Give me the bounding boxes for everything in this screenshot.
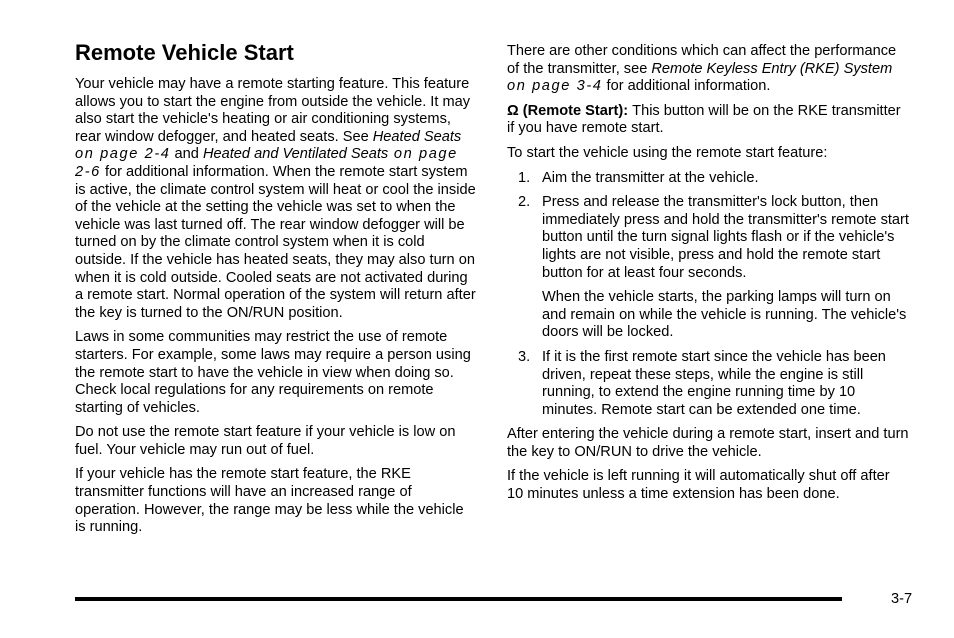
rke-link[interactable]: Remote Keyless Entry (RKE) System [651, 60, 893, 77]
page-ref: on page 3-4 [507, 78, 603, 95]
after-entering-paragraph: After entering the vehicle during a remote start, insert and turn the key to ON/RUN to drive the vehicle. [507, 426, 909, 460]
list-item [507, 170, 909, 188]
remote-start-button-paragraph [507, 103, 909, 138]
button-label: (Remote Start): [522, 102, 629, 119]
page-ref: on page 2-4 [75, 146, 171, 163]
page-title: Remote Vehicle Start [75, 40, 294, 65]
step-text: Aim the transmitter at the vehicle. [542, 169, 759, 186]
conditions-paragraph [507, 43, 909, 96]
text: Your vehicle may have a remote starting feature. This feature allows you to start the engine from outside the vehicle. It may also start the vehicle's heating or air conditioning systems, rear window defogger, and heated seats. See [75, 76, 471, 145]
text: and [170, 146, 203, 163]
steps-list-cont [507, 349, 909, 419]
remote-start-icon: Ω [507, 102, 519, 119]
text: There are other conditions which can affect the performance of the transmitter, see [507, 43, 897, 77]
ventilated-seats-link[interactable]: Heated and Ventilated Seats [202, 146, 389, 163]
intro-paragraph [75, 76, 477, 322]
right-column [507, 43, 909, 511]
step-number: 1. [518, 169, 531, 186]
heated-seats-link[interactable]: Heated Seats [372, 128, 462, 145]
fuel-paragraph: Do not use the remote start feature if your vehicle is low on fuel. Your vehicle may run out of fuel. [75, 424, 456, 458]
list-item [507, 349, 909, 419]
step-text: If it is the first remote start since the vehicle has been driven, repeat these steps, while the engine is still running, to extend the engine running time by 10 minutes. Remote start can be extended one time. [542, 348, 886, 418]
text: for additional information. [602, 78, 771, 95]
laws-paragraph: Laws in some communities may restrict the use of remote starters. For example, some laws may require a person using the remote start to have the vehicle in view when doing so. Check local regulations for any requirements on remote starting of vehicles. [75, 329, 471, 416]
range-paragraph: If your vehicle has the remote start feature, the RKE transmitter functions will have an increased range of operation. However, the range may be less while the vehicle is running. [75, 466, 464, 536]
auto-shutoff-paragraph: If the vehicle is left running it will automatically shut off after 10 minutes unless a time extension has been done. [507, 468, 890, 503]
page-ref: on page 2-6 [75, 146, 458, 180]
list-item [507, 194, 909, 282]
steps-intro: To start the vehicle using the remote start feature: [507, 144, 828, 161]
left-column [75, 76, 477, 544]
steps-list [507, 170, 909, 283]
footer-rule [75, 597, 842, 601]
page-number: 3-7 [891, 591, 913, 607]
text: This button will be on the RKE transmitter if you have remote start. [507, 102, 901, 137]
step-text: Press and release the transmitter's lock button, then immediately press and hold the transmitter's remote start button until the turn signal lights flash or if the vehicle's lights are not visible, press and hold the remote start button for at least four seconds. [542, 194, 909, 281]
text: for additional information. When the remote start system is active, the climate control system will heat or cool the inside of the vehicle at the setting the vehicle was set to when the vehicle was last turned off. The rear window defogger will be turned on by the climate control system when it is cold outside. If the vehicle has heated seats, they may also turn on when it is cold outside. Cooled seats are not activated during a remote start. Normal operation of the system will return after the key is turned to the ON/RUN position. [75, 163, 476, 321]
step-number: 2. [518, 194, 531, 211]
step-note: When the vehicle starts, the parking lamps will turn on and remain on while the vehicle is running. The vehicle's doors will be locked. [542, 289, 907, 341]
step-number: 3. [518, 348, 531, 365]
